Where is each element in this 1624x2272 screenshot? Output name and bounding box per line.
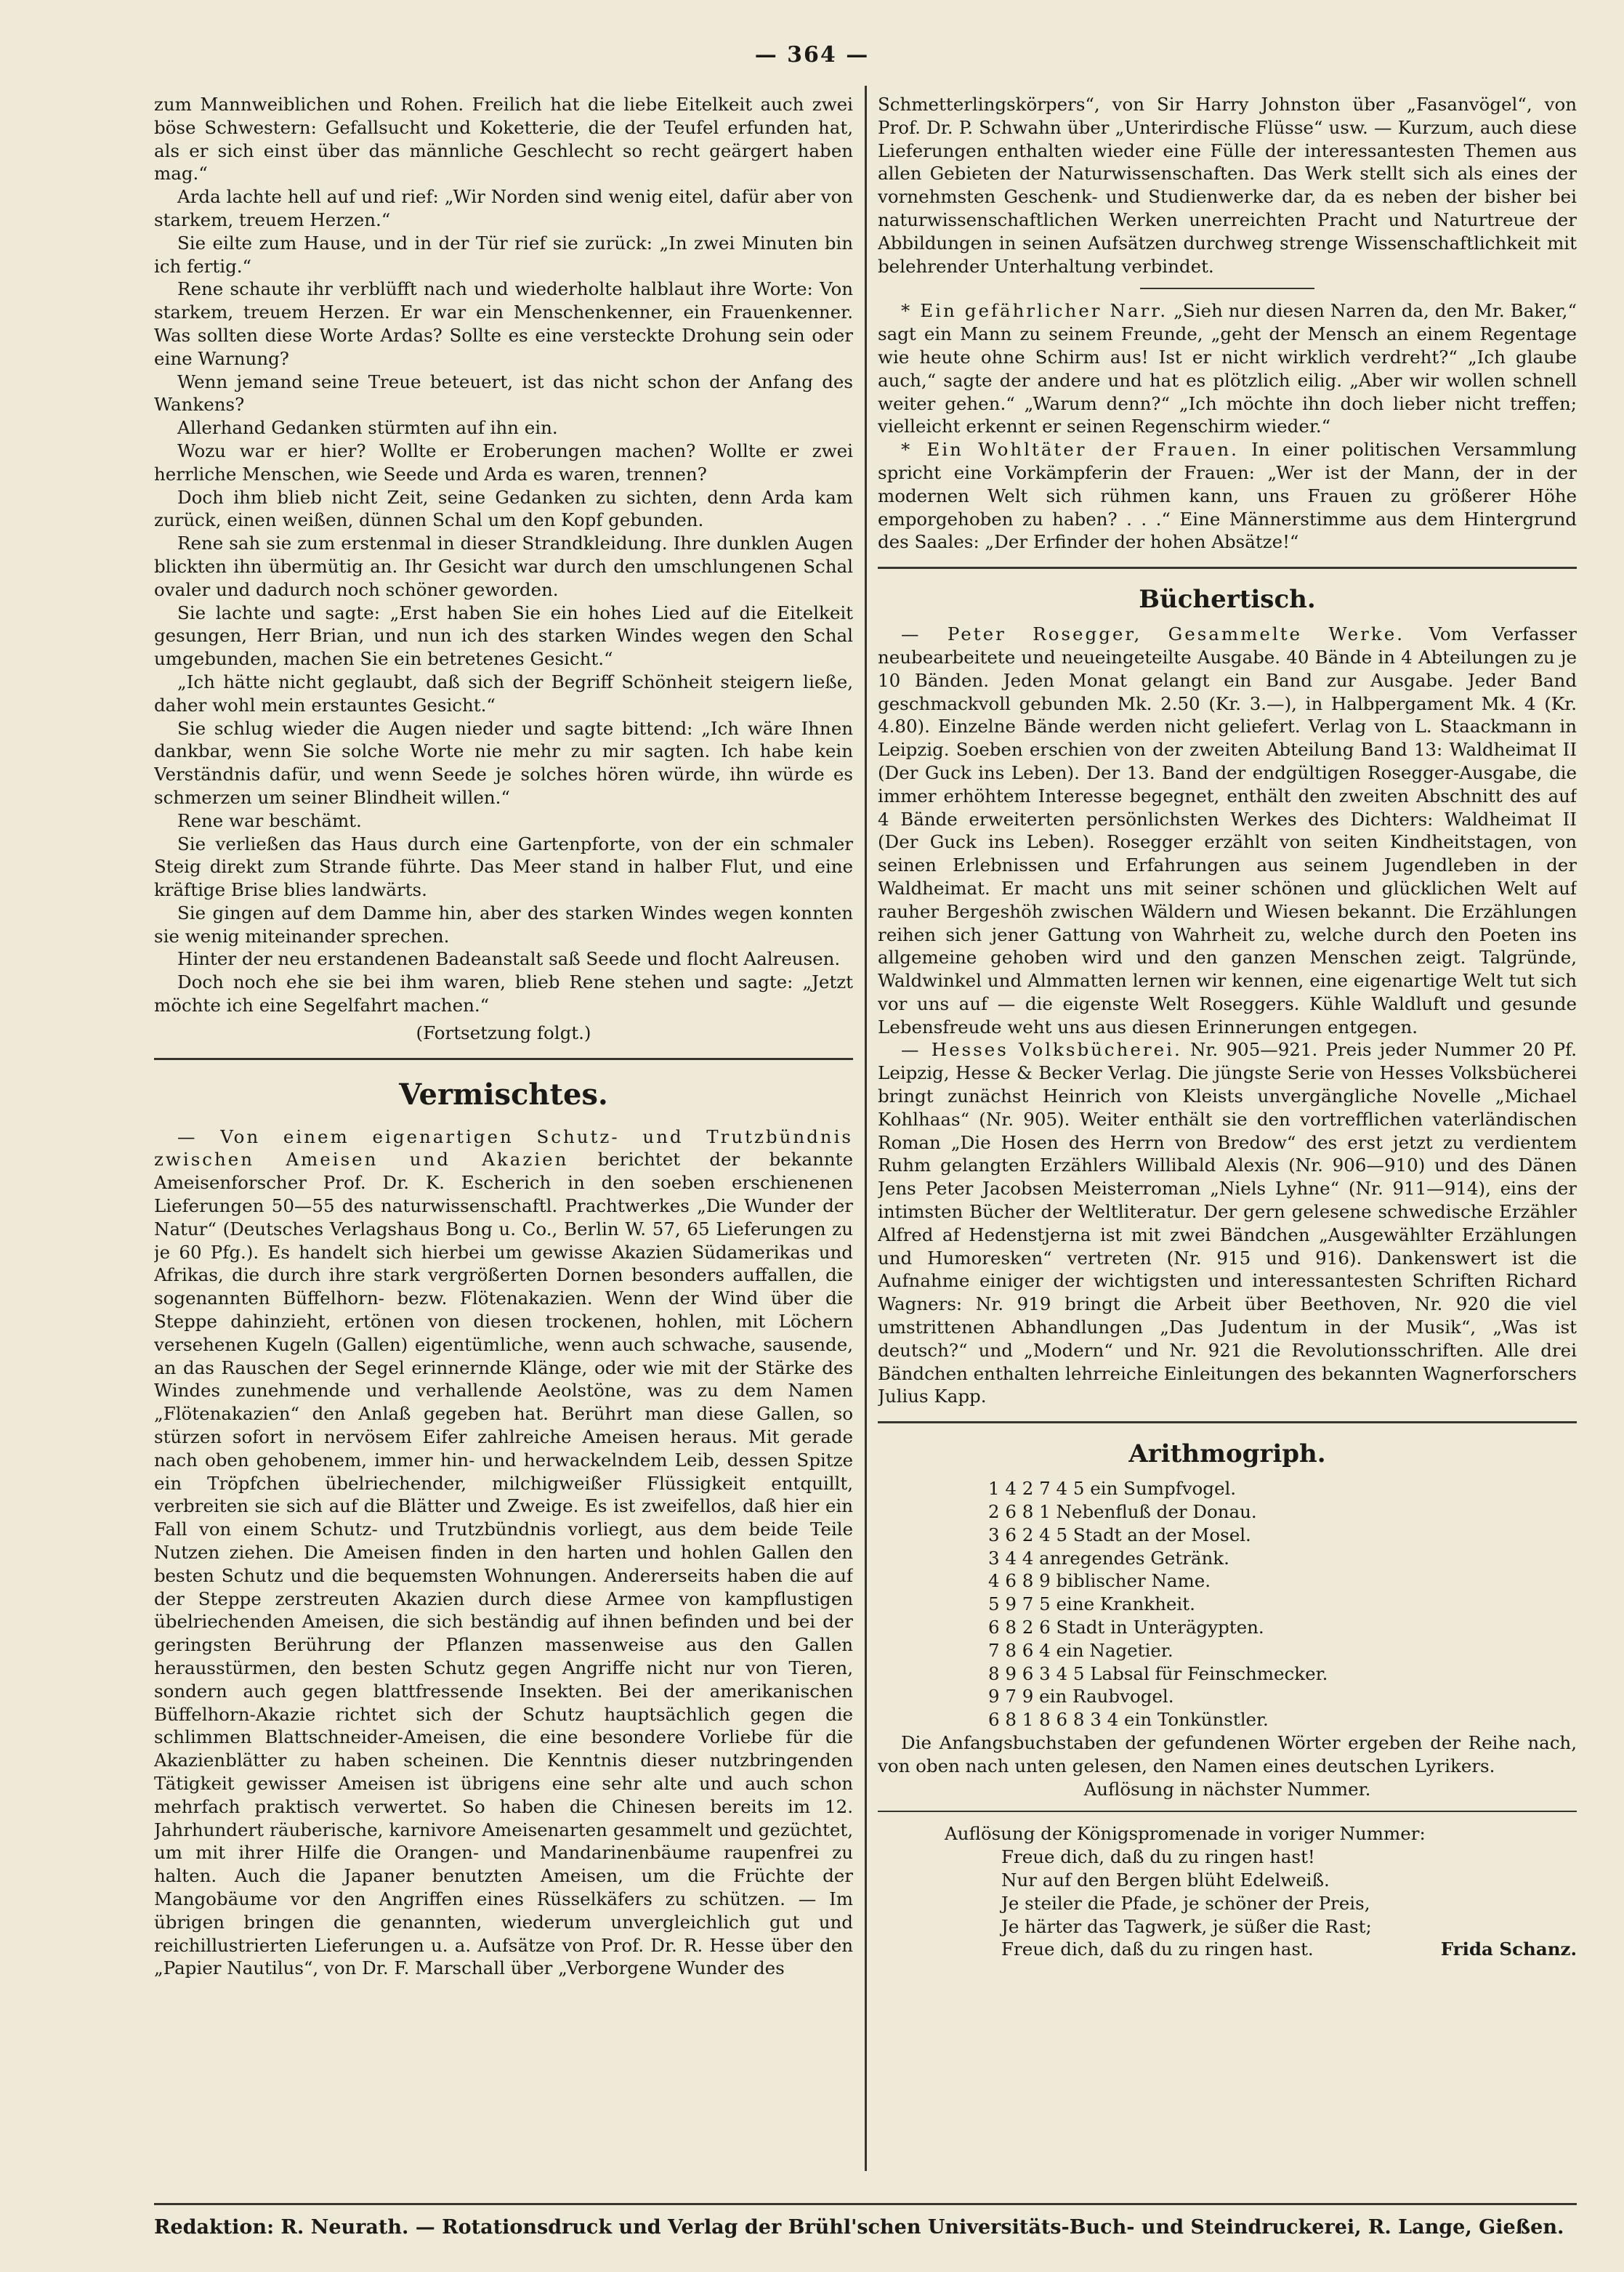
story-paragraph: „Ich hätte nicht geglaubt, daß sich der Begriff Schönheit steigern ließe, daher wohl mein erstauntes Gesicht.“ bbox=[154, 671, 853, 716]
poem-line-text: Freue dich, daß du zu ringen hast. bbox=[1001, 1939, 1314, 1960]
puzzle-row: 6 8 1 8 6 8 3 4 ein Tonkünstler. bbox=[988, 1709, 1269, 1731]
review-body: Vom Verfasser neubearbeitete und neueingeteilte Ausgabe. 40 Bände in 4 Abteilungen zu je 10 Bänden. Jeden Monat gelangt ein Band zur Ausgabe. Jeder Band geschmackvoll gebunden Mk. 2.50 (Kr. 3.—), in Halbpergament Mk. 4 (Kr. 4.80). Einzelne Bände werden nicht geliefert. Verlag von L. Staackmann in Leipzig. Soeben erschien von der zweiten Abteilung Band 13: Waldheimat II (Der Guck ins Leben). Der 13. Band der endgültigen Rosegger-Ausgabe, die immer erhöhtem Interesse begegnet, enthält den zweiten Abschnitt des auf 4 Bände erweiterten persönlichsten Werkes des Dichters: Waldheimat II (Der Guck ins Leben). Rosegger erzählt von seiten Kindheitstagen, von seinen Erlebnissen und Erfahrungen aus seinem Jugendleben in der Waldheimat. Er macht uns mit seiner schönen und glücklichen Welt auf rauher Bergeshöh zwischen Wäldern und Wiesen bekannt. Die Erzählungen reihen sich jener Gattung von Wahrheit zu, welche durch den Poeten ins allgemeine gehoben wird und den ganzen Menschen zeigt. Talgründe, Waldwinkel und Almmatten lernen wir kennen, eine eigenartige Welt tut sich vor uns auf — die eigenste Welt Roseggers. Kühle Waldluft und gesunde Lebensfreude weht uns aus diesen Erinnerungen entgegen. bbox=[878, 623, 1577, 1038]
imprint-footer: Redaktion: R. Neurath. — Rotationsdruck und Verlag der Brühl'schen Universitäts-Buch- und Steindruckerei, R. Lange, Gießen. bbox=[154, 2216, 1564, 2239]
puzzle-row: 9 7 9 ein Raubvogel. bbox=[988, 1686, 1174, 1707]
story-paragraph: Allerhand Gedanken stürmten auf ihn ein. bbox=[177, 417, 558, 439]
story-paragraph: Wenn jemand seine Treue beteuert, ist das nicht schon der Anfang des Wankens? bbox=[154, 371, 853, 416]
page-number: — 364 — bbox=[754, 42, 870, 68]
column-divider bbox=[865, 86, 867, 2171]
puzzle-row: 3 4 4 anregendes Getränk. bbox=[988, 1547, 1229, 1569]
review-body: Nr. 905—921. Preis jeder Nummer 20 Pf. Leipzig, Hesse & Becker Verlag. Die jüngste Serie von Hesses Volksbücherei bringt zunächst Heinrich von Kleists unvergängliche Novelle „Michael Kohlhaas“ (Nr. 905). Weiter enthält sie den vortrefflichen vaterländischen Roman „Die Hosen des Herrn von Bredow“ des erst jetzt zu verdientem Ruhm gelangten Erzählers Willibald Alexis (Nr. 906—910) und des Dänen Jens Peter Jacobsen Meisterroman „Niels Lyhne“ (Nr. 911—914), eins der intimsten Bücher der Weltliteratur. Der gern gelesene schwedische Erzähler Alfred af Hedenstjerna ist mit zwei Bändchen „Ausgewählter Erzählungen und Humoresken“ vertreten (Nr. 915 und 916). Dankenswert ist die Aufnahme einiger der wichtigsten und interessantesten Schriften Richard Wagners: Nr. 919 bringt die Arbeit über Beethoven, Nr. 920 die viel umstrittenen Abhandlungen „Das Judentum in der Musik“, „Was ist deutsch?“ und „Modern“ und Nr. 921 die Revolutionsschriften. Alle drei Bändchen enthalten lehrreiche Einleitungen des bekannten Wagnerforschers Julius Kapp. bbox=[878, 1039, 1577, 1407]
article-paragraph bbox=[154, 1125, 853, 1980]
left-column bbox=[154, 93, 853, 2171]
section-title-vermischtes: Vermischtes. bbox=[399, 1077, 608, 1112]
puzzle-row: 3 6 2 4 5 Stadt an der Mosel. bbox=[988, 1524, 1251, 1545]
poem-line: Je härter das Tagwerk, je süßer die Rast; bbox=[1001, 1915, 1372, 1937]
story-paragraph: zum Mannweiblichen und Rohen. Freilich hat die liebe Eitelkeit auch zwei böse Schwestern: Gefallsucht und Koketterie, die der Teufel erfunden hat, als er sich einst über das männliche Geschlecht so recht geärgert haben mag.“ bbox=[154, 94, 853, 185]
section-divider bbox=[878, 567, 1577, 569]
anecdote-paragraph bbox=[878, 438, 1577, 554]
story-paragraph: Hinter der neu erstandenen Badeanstalt saß Seede und flocht Aalreusen. bbox=[177, 948, 841, 970]
story-paragraph: Doch ihm blieb nicht Zeit, seine Gedanken zu sichten, denn Arda kam zurück, einen weißen, dünnen Schal um den Kopf gebunden. bbox=[154, 486, 853, 531]
section-title-buechertisch: Büchertisch. bbox=[1139, 585, 1316, 615]
puzzle-row: 7 8 6 4 ein Nagetier. bbox=[988, 1639, 1173, 1661]
anecdote-headline: * Ein gefährlicher Narr. bbox=[901, 300, 1168, 322]
story-paragraph: Sie gingen auf dem Damme hin, aber des starken Windes wegen konnten sie wenig miteinander sprechen. bbox=[154, 902, 853, 947]
separator-line bbox=[878, 1811, 1577, 1812]
story-paragraph: Rene sah sie zum erstenmal in dieser Strandkleidung. Ihre dunklen Augen blickten ihn übermütig an. Ihr Gesicht war durch den umschlungenen Schal ovaler und dadurch noch schöner geworden. bbox=[154, 533, 853, 600]
separator-line bbox=[1140, 288, 1314, 289]
section-divider bbox=[154, 1058, 853, 1060]
story-paragraph: Wozu war er hier? Wollte er Eroberungen machen? Wollte er zwei herrliche Menschen, wie Seede und Arda es waren, trennen? bbox=[154, 440, 853, 485]
poem-author: Frida Schanz. bbox=[1440, 1939, 1577, 1960]
puzzle-row: 2 6 8 1 Nebenfluß der Donau. bbox=[988, 1501, 1257, 1523]
puzzle-row: 4 6 8 9 biblischer Name. bbox=[988, 1570, 1211, 1592]
puzzle-rows bbox=[878, 1477, 1577, 1731]
puzzle-solution-note: Auflösung in nächster Nummer. bbox=[1083, 1778, 1371, 1800]
right-column bbox=[878, 93, 1577, 2171]
puzzle-row: 5 9 7 5 eine Krankheit. bbox=[988, 1593, 1195, 1615]
review-paragraph bbox=[878, 623, 1577, 1038]
section-title-arithmogriph: Arithmogriph. bbox=[1128, 1439, 1326, 1469]
story-paragraph: Sie schlug wieder die Augen nieder und sagte bittend: „Ich wäre Ihnen dankbar, wenn Sie solche Worte nie mehr zu mir sagten. Ich habe kein Verständnis dafür, und wenn Seede je solches hören würde, ihn würde es schmerzen um seiner Blindheit willen.“ bbox=[154, 717, 853, 808]
puzzle-row: 1 4 2 7 4 5 ein Sumpfvogel. bbox=[988, 1478, 1237, 1500]
footer-rule bbox=[154, 2203, 1577, 2205]
story-paragraph: Sie lachte und sagte: „Erst haben Sie ein hohes Lied auf die Eitelkeit gesungen, Herr Brian, und nun ich des starken Windes wegen den Schal umgebunden, machen Sie ein betretenes Gesicht.“ bbox=[154, 602, 853, 670]
poem-line: Freue dich, daß du zu ringen hast! bbox=[1001, 1846, 1315, 1868]
story-paragraph: Doch noch ehe sie bei ihm waren, blieb Rene stehen und sagte: „Jetzt möchte ich eine Segelfahrt machen.“ bbox=[154, 971, 853, 1016]
poem bbox=[878, 1846, 1577, 1961]
section-divider bbox=[878, 1421, 1577, 1423]
poem-line: Nur auf den Bergen blüht Edelweiß. bbox=[1001, 1869, 1330, 1891]
story-paragraph: Rene war beschämt. bbox=[177, 809, 362, 831]
story-paragraph: Sie verließen das Haus durch eine Gartenpforte, von der ein schmaler Steig direkt zum Strande führte. Das Meer stand in halber Flut, und eine kräftige Brise blies landwärts. bbox=[154, 833, 853, 901]
review-paragraph bbox=[878, 1038, 1577, 1408]
article-body: berichtet der bekannte Ameisenforscher Prof. Dr. K. Escherich in den soeben erschienenen Lieferungen 50—55 des naturwissenschaftl. Prachtwerkes „Die Wunder der Natur“ (Deutsches Verlagshaus Bong u. Co., Berlin W. 57, 65 Lieferungen zu je 60 Pfg.). Es handelt sich hierbei um gewisse Akazien Südamerikas und Afrikas, die durch ihre stark vergrößerten Dornen besonders auffallen, die sogenannten Büffelhorn- bezw. Flötenakazien. Wenn der Wind über die Steppe dahinzieht, ertönen von diesen trockenen, hohlen, mit Löchern versehenen Kugeln (Gallen) eigentümliche, wenn auch schwache, sausende, an das Rauschen der Segel erinnernde Klänge, oder wie mit der Stärke des Windes zunehmende und verhallende Aeolstöne, was zu dem Namen „Flötenakazien“ den Anlaß gegeben hat. Berührt man diese Gallen, so stürzen sofort in nervösem Eifer zahlreiche Ameisen heraus. Mit gerade nach oben gehobenem, immer hin- und herwackelndem Leib, dessen Spitze ein Tröpfchen übelriechender, milchigweißer Flüssigkeit entquillt, verbreiten sie sich auf die Blätter und Zweige. Es ist zweifellos, daß hier ein Fall von einem Schutz- und Trutzbündnis vorliegt, aus dem beide Teile Nutzen ziehen. Die Ameisen finden in den harten und hohlen Gallen den besten Schutz und die bequemsten Wohnungen. Andererseits haben die auf der Steppe zerstreuten Akazien durch diese Armee von kampflustigen übelriechenden Ameisen, die sich beständig auf ihnen befinden und bei der geringsten Berührung der Pflanzen massenweise aus den Gallen herausstürmen, den besten Schutz gegen Angriffe nicht nur von Tieren, sondern auch gegen blattfressende Insekten. Bei der amerikanischen Büffelhorn-Akazie richtet sich der Schutz hauptsächlich gegen die schlimmen Blattschneider-Ameisen, die eine besondere Vorliebe für die Akazienblätter zu haben scheinen. Die Kenntnis dieser nutzbringenden Tätigkeit gewisser Ameisen ist übrigens eine sehr alte und auch schon mehrfach praktisch verwertet. So haben die Chinesen bereits im 12. Jahrhundert räuberische, karnivore Ameisenarten gesammelt und gezüchtet, um mit ihrer Hilfe die Orangen- und Mandarinenbäume raupenfrei zu halten. Auch die Japaner benutzten Ameisen, um die Früchte der Mangobäume vor den Angriffen eines Rüsselkäfers zu schützen. — Im übrigen bringen die genannten, wiederum unvergleichlich gut und reichillustrierten Lieferungen u. a. Aufsätze von Prof. Dr. R. Hesse über den „Papier Nautilus“, von Dr. F. Marschall über „Verborgene Wunder des bbox=[154, 1149, 853, 1979]
review-headline: — Hesses Volksbücherei. bbox=[901, 1039, 1182, 1061]
story-paragraph: Rene schaute ihr verblüfft nach und wiederholte halblaut ihre Worte: Von starkem, treuem Herzen. Er war ein Menschenkenner, ein Frauenkenner. Was sollten diese Worte Ardas? Sollte es eine versteckte Drohung sein oder eine Warnung? bbox=[154, 278, 853, 369]
poem-heading: Auflösung der Königspromenade in voriger Nummer: bbox=[945, 1823, 1426, 1845]
puzzle-row: 6 8 2 6 Stadt in Unterägypten. bbox=[988, 1617, 1264, 1638]
poem-line: Je steiler die Pfade, je schöner der Preis, bbox=[1001, 1892, 1370, 1914]
article-headline: — Von einem eigenartigen Schutz- und Trutzbündnis zwischen Ameisen und Akazien bbox=[154, 1125, 853, 1171]
continuation-note: (Fortsetzung folgt.) bbox=[416, 1022, 591, 1043]
anecdote-paragraph bbox=[878, 299, 1577, 438]
puzzle-row: 8 9 6 3 4 5 Labsal für Feinschmecker. bbox=[988, 1662, 1328, 1684]
poem-line bbox=[878, 1938, 1577, 1961]
puzzle-instructions: Die Anfangsbuchstaben der gefundenen Wörter ergeben der Reihe nach, von oben nach unten gelesen, den Namen eines deutschen Lyrikers. bbox=[878, 1732, 1577, 1776]
review-headline: — Peter Rosegger, Gesammelte Werke. bbox=[901, 623, 1405, 645]
anecdote-headline: * Ein Wohltäter der Frauen. bbox=[901, 439, 1239, 461]
story-paragraph: Sie eilte zum Hause, und in der Tür rief sie zurück: „In zwei Minuten bin ich fertig.“ bbox=[154, 232, 853, 277]
story-paragraph: Arda lachte hell auf und rief: „Wir Norden sind wenig eitel, dafür aber von starkem, treuem Herzen.“ bbox=[154, 186, 853, 230]
anecdote-body: „Sieh nur diesen Narren da, den Mr. Baker,“ sagt ein Mann zu seinem Freunde, „geht der Mensch an einem Regentage wie heute ohne Schirm aus! Ist er nicht wirklich verdreht?“ „Ich glaube auch,“ sagte der andere und hat es plötzlich eilig. „Aber wir wollen schnell weiter gehen.“ „Warum denn?“ „Ich möchte ihn doch lieber nicht treffen; vielleicht erkennt er seinen Regenschirm wieder.“ bbox=[878, 300, 1577, 437]
anecdote-body: In einer politischen Versammlung spricht eine Vorkämpferin der Frauen: „Wer ist der Mann, der in der modernen Welt sich rühmen kann, uns Frauen zu größerer Höhe emporgehoben zu haben? . . .“ Eine Männerstimme aus dem Hintergrund des Saales: „Der Erfinder der hohen Absätze!“ bbox=[878, 439, 1577, 553]
article-continuation: Schmetterlingskörpers“, von Sir Harry Johnston über „Fasanvögel“, von Prof. Dr. P. Schwahn über „Unterirdische Flüsse“ usw. — Kurzum, auch diese Lieferungen enthalten wieder eine Fülle der interessantesten Themen aus allen Gebieten der Naturwissenschaften. Das Werk stellt sich als eines der vornehmsten Geschenk- und Studienwerke dar, da es neben der bisher bei naturwissenschaftlichen Werken unerreichten Pracht und Naturtreue der Abbildungen in seinen Aufsätzen durchweg strenge Wissenschaftlichkeit mit belehrender Unterhaltung verbindet. bbox=[878, 94, 1577, 277]
